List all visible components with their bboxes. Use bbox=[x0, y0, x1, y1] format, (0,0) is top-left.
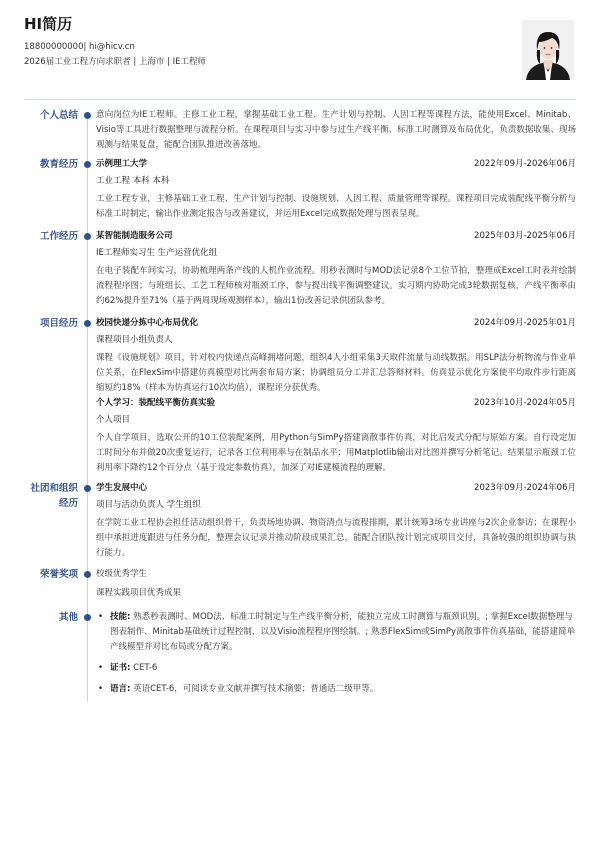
timeline-dot bbox=[84, 571, 91, 578]
skills-text: 熟悉秒表测时、MOD法、标准工时制定与生产线平衡分析，能独立完成工时测算与瓶颈识别。; 掌握Excel数据整理与图表制作、Minitab基础统计过程控制，以及Visio流程程序图绘制。; 熟悉FlexSim或SimPy离散事件仿真基础，能搭建简单产线模型并对比布局或分配方案。 bbox=[110, 612, 576, 652]
honor-item: 课程实践项目优秀成果 bbox=[96, 588, 182, 598]
candidate-name: HI简历 bbox=[24, 15, 73, 33]
section-title-honors: 荣誉奖项 bbox=[39, 569, 78, 580]
organization-desc: 在学院工业工程协会担任活动组织骨干，负责场地协调、物资清点与流程排期，累计统筹3场专业讲座与2次企业参访；在课程小组中承担进度跟进与任务分配，整理会议记录并推动阶段成果汇总，能配合团队按计划完成项目交付，具备较强的组织协调与执行能力。 bbox=[96, 518, 576, 558]
profile-photo bbox=[522, 20, 574, 80]
project-desc: 课程《设施规划》项目，针对校内快递点高峰拥堵问题，组织4人小组采集3天取件流量与动线数据。用SLP法分析物流与作业单位关系，在FlexSim中搭建仿真模型对比两套布局方案；协调组员分工并汇总答辩材料。仿真显示优化方案使平均取件步行距离缩短约18%（样本为仿真运行10次均值），课程评分获优秀。 bbox=[96, 353, 576, 393]
organization-date: 2023年09月-2024年06月 bbox=[474, 483, 576, 493]
section-title-summary: 个人总结 bbox=[39, 110, 78, 121]
section-title-education: 教育经历 bbox=[39, 159, 78, 170]
education-desc: 工业工程专业，主修基础工业工程、生产计划与控制、设施规划、人因工程、质量管理等课程。课程项目完成装配线平衡分析与标准工时制定，输出作业测定报告与改善建议，并运用Excel完成数据处理与图表呈现。 bbox=[96, 194, 576, 219]
skills-key: 技能: bbox=[110, 612, 131, 622]
section-title-campus: 社团和组织经历 bbox=[30, 483, 78, 509]
language-item bbox=[110, 682, 576, 697]
section-title-projects: 项目经历 bbox=[39, 318, 78, 329]
honor-item: 校级优秀学生 bbox=[96, 569, 148, 579]
project-name: 校园快递分拣中心布局优化 bbox=[96, 318, 199, 328]
cert-text: CET-6 bbox=[130, 663, 158, 673]
contact-line: 18800000000| hi@hicv.cn bbox=[24, 42, 135, 52]
section-title-work: 工作经历 bbox=[39, 231, 78, 242]
work-desc: 在电子装配车间实习，协助梳理两条产线的人机作业流程。用秒表测时与MOD法记录8个工位节拍，整理成Excel工时表并绘制流程程序图；与班组长、工艺工程师核对瓶颈工序，参与提出线平衡调整建议。实习期内协助完成3轮数据复核，产线平衡率由约62%提升至71%（基于两周现场观测样本），输出1份改善记录供团队参考。 bbox=[96, 266, 576, 306]
timeline-dot bbox=[84, 485, 91, 492]
school-name: 示例理工大学 bbox=[96, 159, 148, 169]
work-role: IE工程师实习生 生产运营优化组 bbox=[96, 248, 218, 258]
project-date: 2023年10月-2024年05月 bbox=[474, 398, 576, 408]
cert-item bbox=[110, 661, 576, 676]
header-divider bbox=[24, 99, 576, 100]
language-key: 语言: bbox=[110, 684, 131, 694]
summary-text: 意向岗位为IE工程师。主修工业工程，掌握基础工业工程、生产计划与控制、人因工程等课程方法，能使用Excel、Minitab、Visio等工具进行数据整理与流程分析。在课程项目与实习中参与过生产线平衡、标准工时测算及布局优化，负责数据收集、现场观测与结果复盘，能配合团队推进改善落地。 bbox=[96, 110, 576, 150]
language-text: 英语CET-6，可阅读专业文献并撰写技术摘要；普通话二级甲等。 bbox=[130, 684, 379, 694]
resume-header bbox=[24, 14, 464, 70]
timeline-dot bbox=[84, 320, 91, 327]
timeline-dot bbox=[84, 161, 91, 168]
education-date: 2022年09月-2026年06月 bbox=[474, 159, 576, 169]
timeline-dot bbox=[84, 614, 91, 621]
project-desc: 个人自学项目，选取公开的10工位装配案例，用Python与SimPy搭建离散事件仿真，对比启发式分配与原始方案。自行设定加工时间分布并做20次重复运行，记录各工位利用率与在制品水平；用Matplotlib输出对比图并撰写分析笔记。结果显示瓶颈工位利用率下降约12个百分点（基于设定参数仿真），加深了对IE建模流程的理解。 bbox=[96, 433, 576, 473]
intent-line: 2026届工业工程方向求职者 | 上海市 | IE工程师 bbox=[24, 57, 207, 67]
project-date: 2024年09月-2025年01月 bbox=[474, 318, 576, 328]
project-role: 个人项目 bbox=[96, 415, 131, 425]
company-name: 某智能制造服务公司 bbox=[96, 231, 173, 241]
skills-item bbox=[110, 610, 576, 655]
organization-role: 项目与活动负责人 学生组织 bbox=[96, 500, 201, 510]
work-date: 2025年03月-2025年06月 bbox=[474, 231, 576, 241]
timeline-dot bbox=[84, 233, 91, 240]
cert-key: 证书: bbox=[110, 663, 131, 673]
organization-name: 学生发展中心 bbox=[96, 483, 148, 493]
education-major: 工业工程 本科 本科 bbox=[96, 176, 170, 186]
section-title-others: 其他 bbox=[58, 612, 78, 623]
timeline-dot bbox=[84, 112, 91, 119]
project-name: 个人学习：装配线平衡仿真实验 bbox=[96, 398, 216, 408]
project-role: 课程项目小组负责人 bbox=[96, 335, 173, 345]
